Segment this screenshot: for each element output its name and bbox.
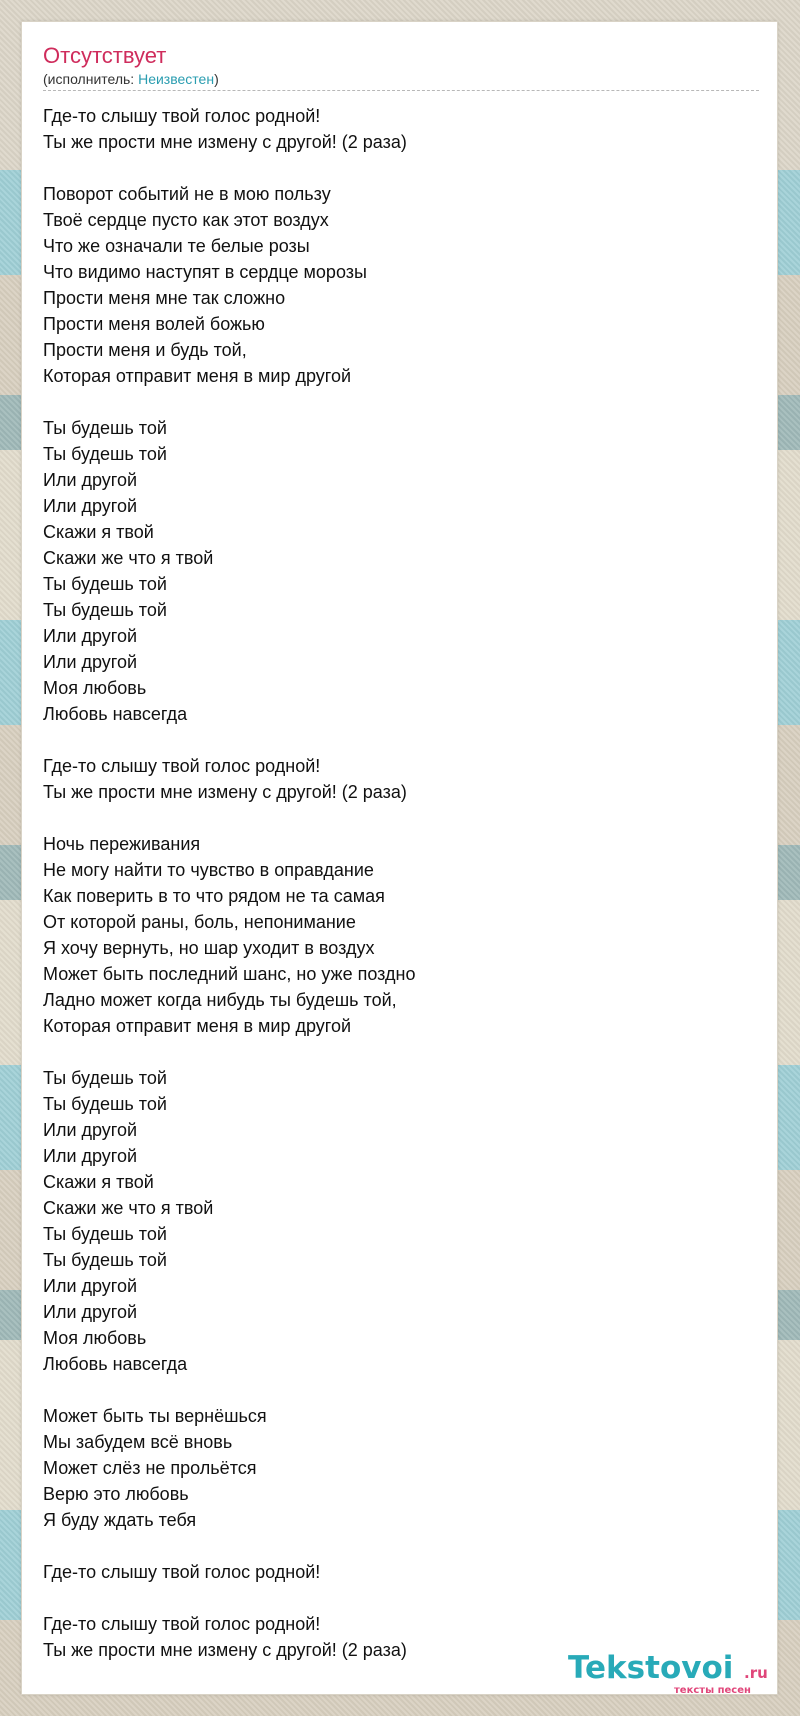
lyric-line: Что видимо наступят в сердце морозы <box>43 262 367 282</box>
lyrics-card <box>21 21 778 1695</box>
lyric-line: Может слёз не прольётся <box>43 1458 257 1478</box>
lyric-line: Моя любовь <box>43 1328 147 1348</box>
lyric-blank-line <box>43 155 759 181</box>
lyric-line: Или другой <box>43 652 138 672</box>
song-title: Отсутствует <box>43 43 167 68</box>
logo-wordmark: Tekstovoi <box>568 1650 734 1686</box>
lyric-blank-line <box>43 1585 759 1611</box>
lyric-line: Ты будешь той <box>43 1224 167 1244</box>
logo-subtitle: тексты песен <box>674 1685 751 1696</box>
lyric-line: Я буду ждать тебя <box>43 1510 197 1530</box>
lyric-line: Ты же прости мне измену с другой! (2 раза) <box>43 1640 407 1660</box>
lyric-line: Где-то слышу твой голос родной! <box>43 1562 321 1582</box>
lyric-line: Ладно может когда нибудь ты будешь той, <box>43 990 397 1010</box>
lyric-line: Или другой <box>43 1276 138 1296</box>
lyric-line: Где-то слышу твой голос родной! <box>43 756 321 776</box>
lyric-blank-line <box>43 1533 759 1559</box>
lyric-line: Прости меня мне так сложно <box>43 288 286 308</box>
lyric-line: Ты будешь той <box>43 600 167 620</box>
lyric-line: Ты будешь той <box>43 1068 167 1088</box>
lyric-line: Прости меня волей божью <box>43 314 265 334</box>
lyric-line: Где-то слышу твой голос родной! <box>43 1614 321 1634</box>
lyric-line: Или другой <box>43 1146 138 1166</box>
lyric-line: Или другой <box>43 1302 138 1322</box>
lyric-line: Верю это любовь <box>43 1484 189 1504</box>
lyric-line: Где-то слышу твой голос родной! <box>43 106 321 126</box>
artist-line <box>43 70 759 88</box>
lyric-line: Поворот событий не в мою пользу <box>43 184 331 204</box>
lyric-line: Которая отправит меня в мир другой <box>43 1016 352 1036</box>
lyric-line: Мы забудем всё вновь <box>43 1432 233 1452</box>
lyric-line: Ты будешь той <box>43 1250 167 1270</box>
lyric-line: Или другой <box>43 496 138 516</box>
artist-suffix: ) <box>214 71 219 87</box>
lyric-line: Или другой <box>43 1120 138 1140</box>
lyric-line: Я хочу вернуть, но шар уходит в воздух <box>43 938 375 958</box>
lyric-line: Моя любовь <box>43 678 147 698</box>
lyric-blank-line <box>43 389 759 415</box>
artist-prefix: (исполнитель: <box>43 71 139 87</box>
song-header <box>43 42 759 91</box>
lyric-line: Ты же прости мне измену с другой! (2 раза) <box>43 782 407 802</box>
lyric-line: Ты будешь той <box>43 418 167 438</box>
lyric-line: Или другой <box>43 470 138 490</box>
lyric-line: Ты же прости мне измену с другой! (2 раза) <box>43 132 407 152</box>
lyric-line: Любовь навсегда <box>43 1354 188 1374</box>
lyric-line: Ночь переживания <box>43 834 201 854</box>
lyric-line: Может быть последний шанс, но уже поздно <box>43 964 416 984</box>
lyric-line: Ты будешь той <box>43 574 167 594</box>
lyric-line: Как поверить в то что рядом не та самая <box>43 886 385 906</box>
lyrics-text <box>43 103 759 1663</box>
lyric-blank-line <box>43 1377 759 1403</box>
lyric-line: От которой раны, боль, непонимание <box>43 912 356 932</box>
lyric-line: Может быть ты вернёшься <box>43 1406 267 1426</box>
lyric-blank-line <box>43 727 759 753</box>
lyric-line: Скажи же что я твой <box>43 1198 214 1218</box>
site-logo[interactable] <box>568 1650 773 1702</box>
artist-link[interactable]: Неизвестен <box>138 71 215 87</box>
lyric-line: Скажи я твой <box>43 522 154 542</box>
lyric-line: Прости меня и будь той, <box>43 340 247 360</box>
lyric-line: Которая отправит меня в мир другой <box>43 366 352 386</box>
lyric-blank-line <box>43 1039 759 1065</box>
lyric-line: Твоё сердце пусто как этот воздух <box>43 210 329 230</box>
lyric-line: Или другой <box>43 626 138 646</box>
lyric-line: Что же означали те белые розы <box>43 236 310 256</box>
logo-domain: .ru <box>744 1664 768 1682</box>
lyric-line: Скажи я твой <box>43 1172 154 1192</box>
lyric-line: Скажи же что я твой <box>43 548 214 568</box>
lyric-line: Не могу найти то чувство в оправдание <box>43 860 374 880</box>
lyric-line: Любовь навсегда <box>43 704 188 724</box>
lyric-blank-line <box>43 805 759 831</box>
lyric-line: Ты будешь той <box>43 444 167 464</box>
lyric-line: Ты будешь той <box>43 1094 167 1114</box>
